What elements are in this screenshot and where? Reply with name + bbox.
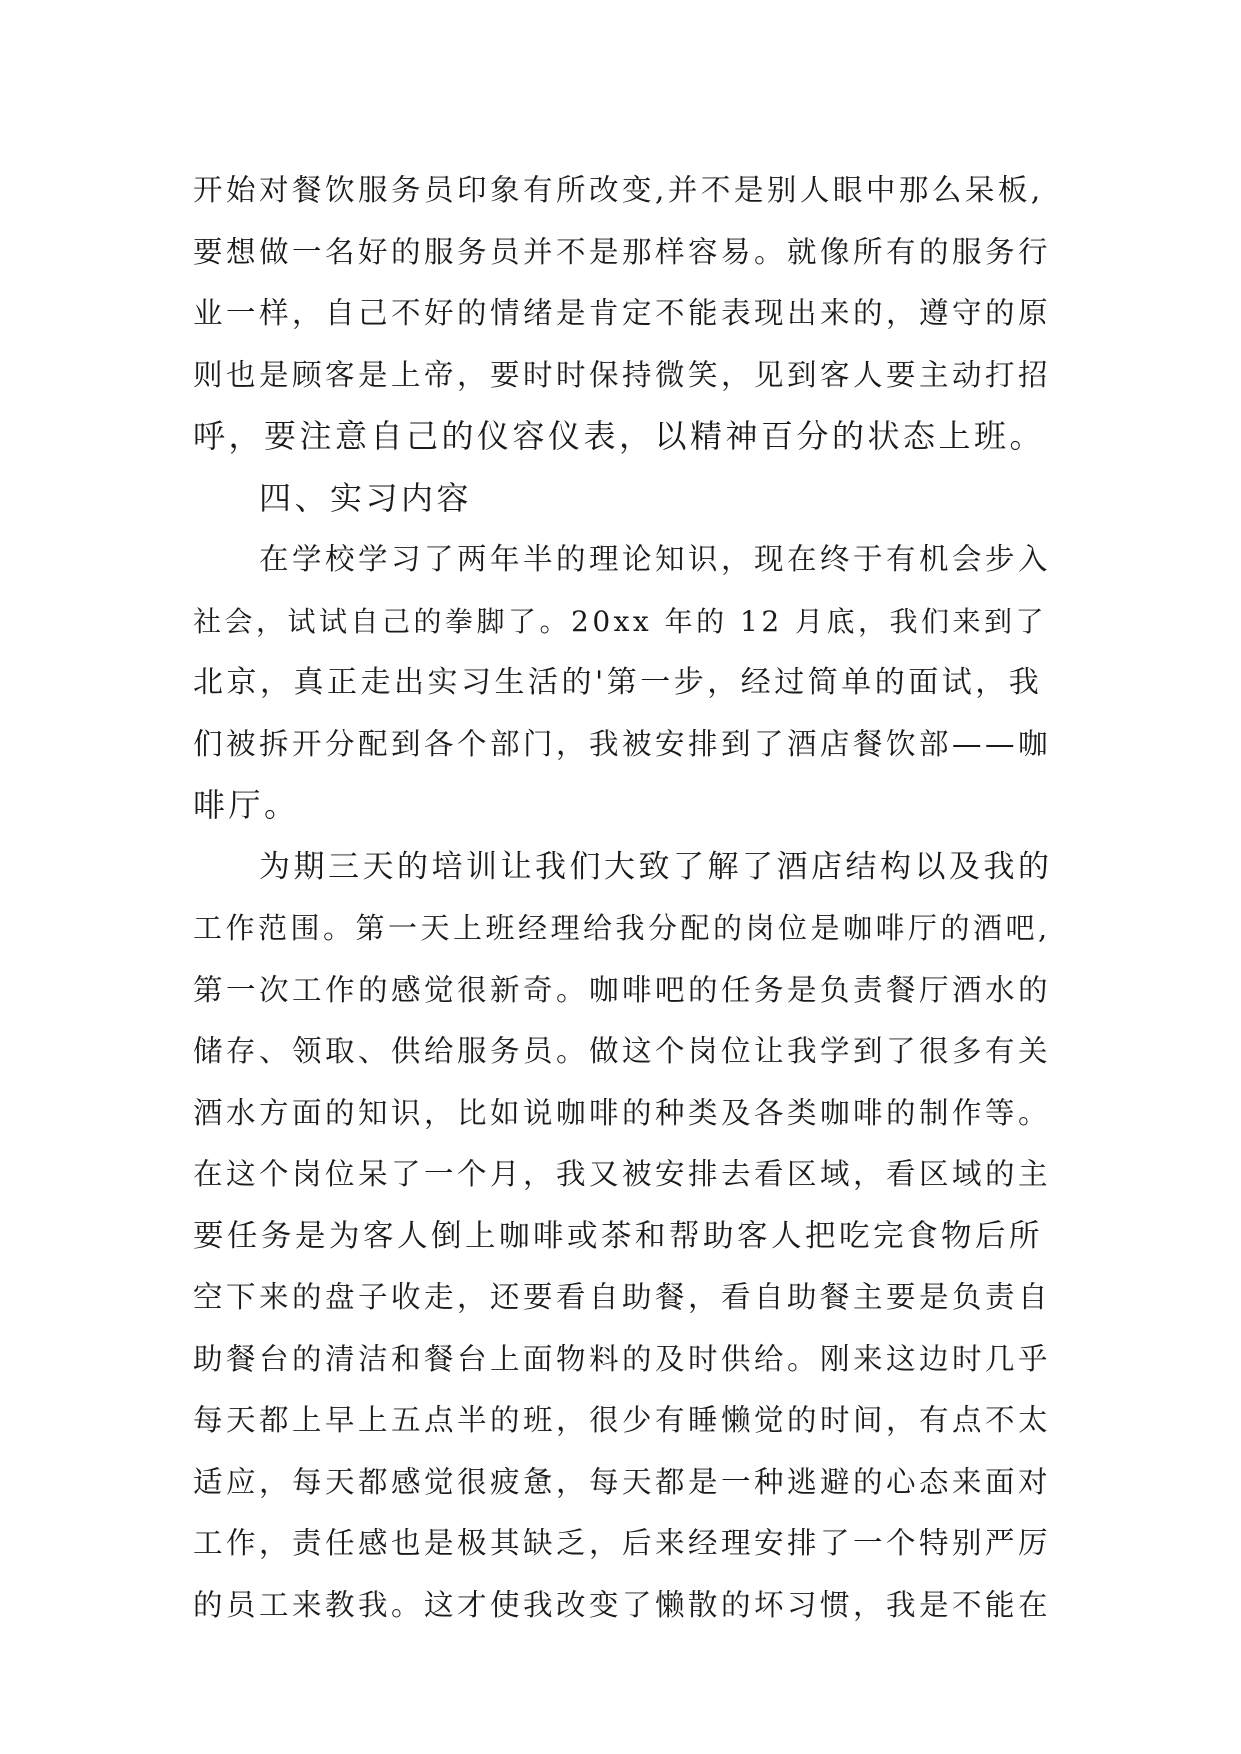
- text-line: 酒水方面的知识，比如说咖啡的种类及各类咖啡的制作等。: [193, 1095, 1052, 1130]
- text-line: 呼，要注意自己的仪容仪表，以精神百分的状态上班。: [193, 417, 1046, 455]
- text-line: 工作，责任感也是极其缺乏，后来经理安排了一个特别严厉: [193, 1526, 1052, 1560]
- text-line: 的员工来教我。这才使我改变了懒散的坏习惯，我是不能在: [193, 1587, 1052, 1622]
- text-line: 助餐台的清洁和餐台上面物料的及时供给。刚来这边时几乎: [193, 1341, 1052, 1376]
- paragraph-start-line: 四、实习内容: [259, 478, 473, 517]
- text-line: 储存、领取、供给服务员。做这个岗位让我学到了很多有关: [193, 1034, 1052, 1068]
- document-body: [193, 160, 1053, 1636]
- text-line: 第一次工作的感觉很新奇。咖啡吧的任务是负责餐厅酒水的: [193, 972, 1052, 1007]
- text-line: 则也是顾客是上帝，要时时保持微笑，见到客人要主动打招: [193, 357, 1052, 392]
- text-line: 社会，试试自己的拳脚了。20xx 年的 12 月底，我们来到了: [193, 604, 1048, 638]
- text-line: 每天都上早上五点半的班，很少有睡懒觉的时间，有点不太: [193, 1403, 1052, 1437]
- text-line: 啡厅。: [193, 786, 300, 824]
- text-line: 北京，真正走出实习生活的'第一步，经过简单的面试，我: [193, 665, 1043, 700]
- text-line: 要想做一名好的服务员并不是那样容易。就像所有的服务行: [193, 234, 1052, 269]
- text-line: 在这个岗位呆了一个月，我又被安排去看区域，看区域的主: [193, 1157, 1052, 1191]
- paragraph-start-line: 为期三天的培训让我们大致了解了酒店结构以及我的: [259, 848, 1053, 885]
- text-line: 空下来的盘子收走，还要看自助餐，看自助餐主要是负责自: [193, 1280, 1052, 1314]
- text-line: 适应，每天都感觉很疲惫，每天都是一种逃避的心态来面对: [193, 1464, 1052, 1499]
- text-line: 业一样，自己不好的情绪是肯定不能表现出来的，遵守的原: [193, 296, 1052, 330]
- text-line: 开始对餐饮服务员印象有所改变,并不是别人眼中那么呆板,: [193, 173, 1044, 207]
- text-line: 工作范围。第一天上班经理给我分配的岗位是咖啡厅的酒吧,: [193, 911, 1051, 945]
- text-line: 要任务是为客人倒上咖啡或茶和帮助客人把吃完食物后所: [193, 1218, 1043, 1254]
- paragraph-start-line: 在学校学习了两年半的理论知识，现在终于有机会步入: [259, 542, 1052, 576]
- text-line: 们被拆开分配到各个部门，我被安排到了酒店餐饮部——咖: [193, 726, 1052, 761]
